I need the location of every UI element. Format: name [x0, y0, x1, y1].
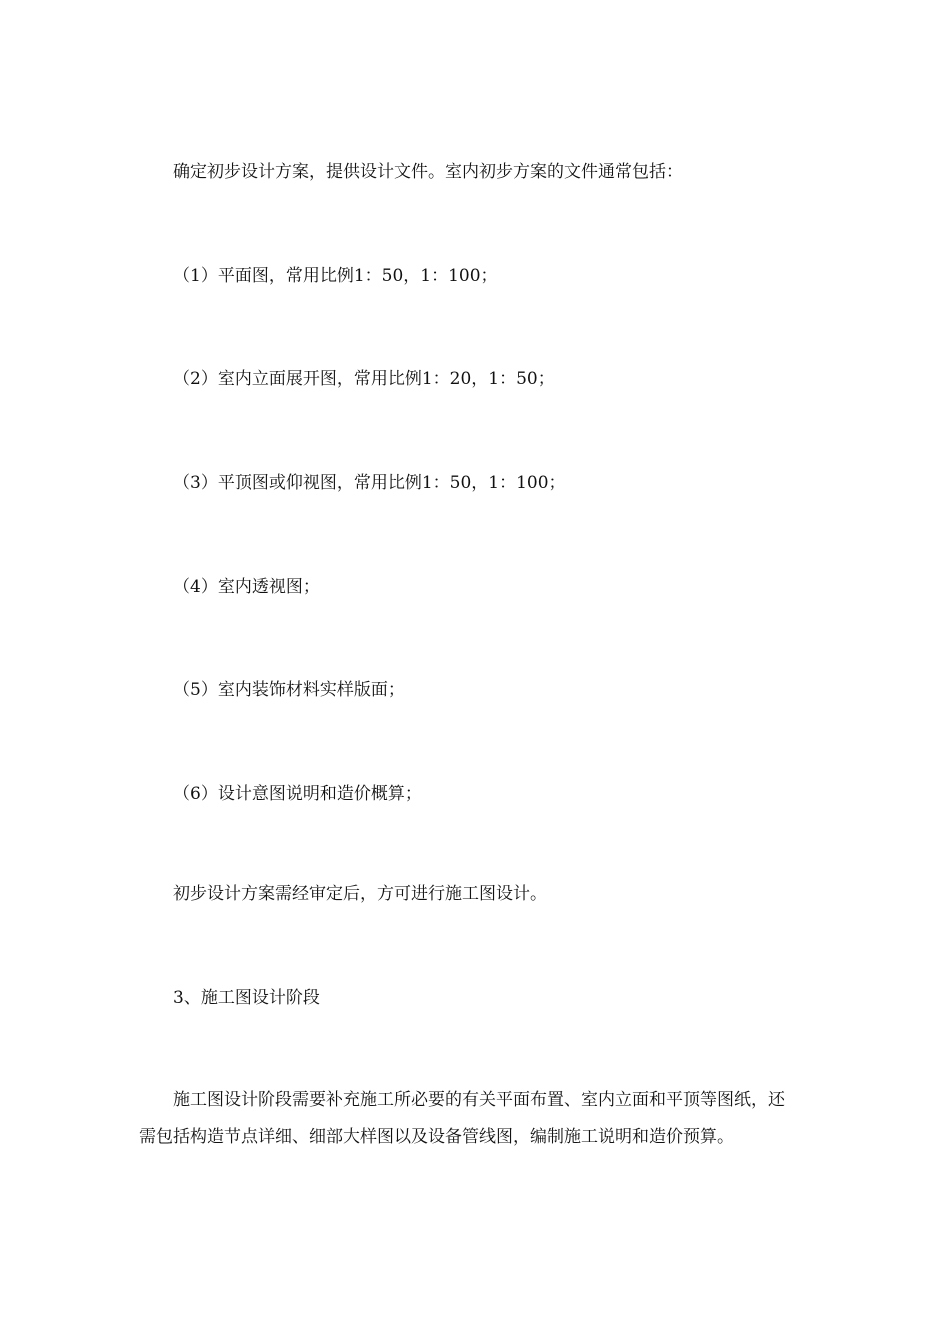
- section-heading: 3、施工图设计阶段: [173, 988, 320, 1008]
- approval-paragraph: 初步设计方案需经审定后，方可进行施工图设计。: [173, 884, 547, 904]
- list-item: （6）设计意图说明和造价概算；: [173, 784, 422, 804]
- list-item: （4）室内透视图；: [173, 577, 320, 597]
- list-item: （2）室内立面展开图，常用比例1：20，1：50；: [173, 369, 555, 389]
- list-item: （1）平面图，常用比例1：50，1：100；: [173, 266, 498, 286]
- list-item: （3）平顶图或仰视图，常用比例1：50，1：100；: [173, 473, 566, 493]
- section-body-paragraph: 施工图设计阶段需要补充施工所必要的有关平面布置、室内立面和平顶等图纸，还需包括构造节点详细、细部大样图以及设备管线图，编制施工说明和造价预算。: [139, 1090, 785, 1147]
- list-item: （5）室内装饰材料实样版面；: [173, 680, 405, 700]
- intro-paragraph: 确定初步设计方案，提供设计文件。室内初步方案的文件通常包括：: [173, 162, 683, 182]
